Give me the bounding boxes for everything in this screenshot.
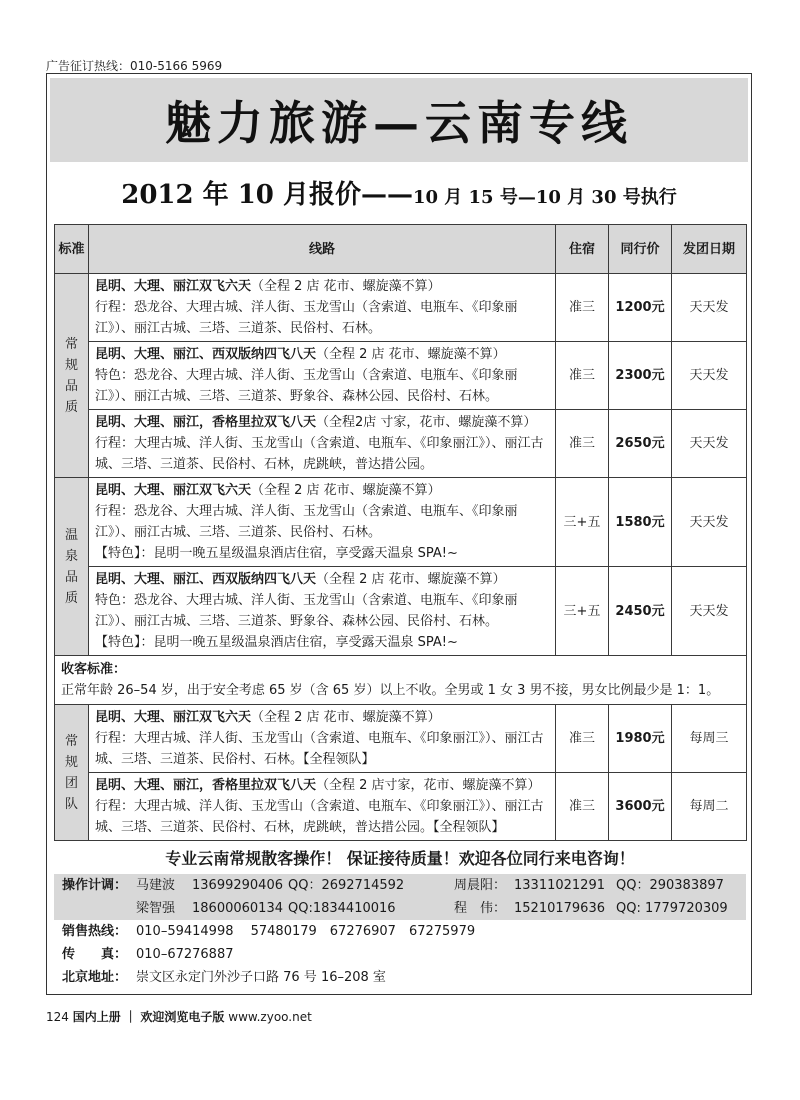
operator-label: 操作计调：	[62, 878, 128, 893]
price-cell: 2450元	[609, 567, 672, 656]
ad-hotline: 广告征订热线：010-5166 5969	[46, 59, 223, 73]
route-cell	[89, 342, 556, 410]
route-feature: 【特色】：昆明一晚五星级温泉酒店住宿，享受露天温泉 SPA!~	[95, 635, 458, 650]
price-period-subtitle	[50, 174, 748, 211]
hotel-cell: 准三	[556, 705, 609, 773]
schedule-cell: 天天发	[672, 342, 747, 410]
route-detail: 特色：恐龙谷、大理古城、洋人街、玉龙雪山（含索道、电瓶车、《印象丽江》）、丽江古城、三塔、三道茶、野象谷、森林公园、民俗村、石林。	[95, 368, 518, 404]
acceptance-standard-cell	[55, 656, 747, 705]
operator-phone: 18600060134	[192, 901, 283, 916]
operator-phone: 15210179636	[514, 901, 605, 916]
route-row	[55, 773, 747, 841]
price-cell: 1580元	[609, 478, 672, 567]
operator-qq: QQ: 1779720309	[616, 901, 728, 916]
route-note: （全程 2 店 花市、螺旋藻不算）	[316, 572, 506, 587]
header-schedule: 发团日期	[672, 225, 747, 274]
operator-name: 梁智强	[136, 901, 176, 916]
category-char: 质	[64, 399, 78, 415]
contact-row	[54, 874, 746, 897]
price-cell: 1980元	[609, 705, 672, 773]
header-standard: 标准	[55, 225, 89, 274]
route-name: 昆明、大理、丽江双飞六天	[95, 483, 252, 498]
route-detail: 特色：恐龙谷、大理古城、洋人街、玉龙雪山（含索道、电瓶车、《印象丽江》）、丽江古城、三塔、三道茶、野象谷、森林公园、民俗村、石林。	[95, 593, 518, 629]
footer-divider: ｜	[124, 1010, 137, 1024]
route-row	[55, 478, 747, 567]
footer-website-link[interactable]: www.zyoo.net	[228, 1010, 312, 1024]
price-cell: 2300元	[609, 342, 672, 410]
contact-row	[54, 897, 746, 920]
route-cell	[89, 410, 556, 478]
schedule-cell: 天天发	[672, 478, 747, 567]
operator-name: 马建波	[136, 878, 176, 893]
route-cell	[89, 773, 556, 841]
schedule-cell: 每周二	[672, 773, 747, 841]
route-note: （全程 2 店 花市、螺旋藻不算）	[251, 279, 441, 294]
price-cell: 3600元	[609, 773, 672, 841]
hotel-cell: 准三	[556, 773, 609, 841]
contact-block	[54, 874, 746, 989]
route-name: 昆明、大理、丽江双飞六天	[95, 710, 252, 725]
route-row	[55, 342, 747, 410]
category-char: 常	[64, 733, 78, 749]
price-cell: 1200元	[609, 274, 672, 342]
route-title	[95, 707, 549, 728]
acceptance-standard-text: 正常年龄 26–54 岁，出于安全考虑 65 岁（含 65 岁）以上不收。全男或 1 女 3 男不接，男女比例最少是 1：1。	[61, 683, 720, 698]
schedule-cell: 天天发	[672, 567, 747, 656]
price-cell: 2650元	[609, 410, 672, 478]
fax-row	[54, 943, 746, 966]
category-char: 常	[64, 336, 78, 352]
category-char: 品	[64, 569, 78, 585]
category-char: 质	[64, 590, 78, 606]
hotel-cell: 准三	[556, 274, 609, 342]
route-detail: 行程：恐龙谷、大理古城、洋人街、玉龙雪山（含索道、电瓶车、《印象丽江》）、丽江古城、三塔、三道茶、民俗村、石林。	[95, 504, 518, 540]
route-note: （全程 2 店 花市、螺旋藻不算）	[251, 483, 441, 498]
route-title	[95, 569, 549, 590]
header-hotel: 住宿	[556, 225, 609, 274]
route-note: （全程 2 店 花市、螺旋藻不算）	[316, 347, 506, 362]
category-char: 队	[64, 796, 78, 812]
category-cell	[55, 478, 89, 656]
section-name: 国内上册	[72, 1010, 121, 1024]
hotel-cell: 准三	[556, 342, 609, 410]
route-detail: 行程：大理古城、洋人街、玉龙雪山（含索道、电瓶车、《印象丽江》）、丽江古城、三塔、三道茶、民俗村、石林，虎跳峡，普达措公园。【全程领队】	[95, 799, 544, 835]
operator-qq: QQ:1834410016	[288, 901, 396, 916]
route-title	[95, 775, 549, 796]
route-row	[55, 274, 747, 342]
route-cell	[89, 567, 556, 656]
route-name: 昆明、大理、丽江，香格里拉双飞八天	[95, 778, 317, 793]
page-title: 魅力旅游—云南专线	[50, 78, 748, 162]
subtitle-tail: 10 月 15 号—10 月 30 号执行	[412, 187, 677, 208]
route-name: 昆明、大理、丽江、西双版纳四飞八天	[95, 347, 317, 362]
category-char: 温	[64, 527, 78, 543]
category-char: 规	[64, 357, 78, 373]
operator-phone: 13699290406	[192, 878, 283, 893]
sales-hotline-row	[54, 920, 746, 943]
category-char: 团	[64, 775, 78, 791]
route-detail: 行程：恐龙谷、大理古城、洋人街、玉龙雪山（含索道、电瓶车、《印象丽江》）、丽江古城、三塔、三道茶、民俗村、石林。	[95, 300, 518, 336]
category-cell	[55, 274, 89, 478]
route-feature: 【特色】：昆明一晚五星级温泉酒店住宿，享受露天温泉 SPA!~	[95, 546, 458, 561]
address-label: 北京地址：	[62, 970, 128, 985]
operator-name: 周晨阳：	[454, 878, 507, 893]
page-footer	[46, 1008, 312, 1025]
footer-slogan: 欢迎浏览电子版	[140, 1010, 225, 1024]
route-title	[95, 344, 549, 365]
route-note: （全程 2 店寸家，花市、螺旋藻不算）	[316, 778, 541, 793]
schedule-cell: 每周三	[672, 705, 747, 773]
route-row	[55, 410, 747, 478]
route-title	[95, 480, 549, 501]
acceptance-standard-title: 收客标准：	[61, 662, 127, 677]
route-cell	[89, 274, 556, 342]
route-name: 昆明、大理、丽江，香格里拉双飞八天	[95, 415, 317, 430]
fax-number: 010–67276887	[136, 947, 234, 962]
route-cell	[89, 705, 556, 773]
subtitle-main: 2012 年 10 月报价——	[121, 180, 413, 210]
schedule-cell: 天天发	[672, 274, 747, 342]
route-name: 昆明、大理、丽江双飞六天	[95, 279, 252, 294]
route-title	[95, 276, 549, 297]
category-char: 泉	[64, 548, 78, 564]
hotel-cell: 准三	[556, 410, 609, 478]
table-header-row	[55, 225, 747, 274]
footer-headline: 专业云南常规散客操作！ 保证接待质量！欢迎各位同行来电咨询！	[165, 849, 635, 868]
address-value: 崇文区永定门外沙子口路 76 号 16–208 室	[136, 970, 386, 985]
operator-qq: QQ：2692714592	[288, 878, 405, 893]
hotel-cell: 三+五	[556, 567, 609, 656]
route-detail: 行程：大理古城、洋人街、玉龙雪山（含索道、电瓶车、《印象丽江》）、丽江古城、三塔、三道茶、民俗村、石林。【全程领队】	[95, 731, 544, 767]
route-title	[95, 412, 549, 433]
route-note: （全程 2 店 花市、螺旋藻不算）	[251, 710, 441, 725]
schedule-cell: 天天发	[672, 410, 747, 478]
header-price: 同行价	[609, 225, 672, 274]
price-table	[54, 224, 747, 841]
fax-label: 传 真：	[62, 947, 128, 962]
route-detail: 行程：大理古城、洋人街、玉龙雪山（含索道、电瓶车、《印象丽江》）、丽江古城、三塔、三道茶、民俗村、石林，虎跳峡，普达措公园。	[95, 436, 544, 472]
sales-numbers: 010–59414998 57480179 67276907 67275979	[136, 924, 476, 939]
sales-label: 销售热线：	[62, 924, 128, 939]
operator-name: 程 伟：	[454, 901, 507, 916]
route-row	[55, 567, 747, 656]
route-name: 昆明、大理、丽江、西双版纳四飞八天	[95, 572, 317, 587]
route-cell	[89, 478, 556, 567]
operator-qq: QQ：290383897	[616, 878, 724, 893]
page-number: 124	[46, 1010, 69, 1024]
category-cell	[55, 705, 89, 841]
operator-phone: 13311021291	[514, 878, 605, 893]
acceptance-standard-row	[55, 656, 747, 705]
address-row	[54, 966, 746, 989]
hotel-cell: 三+五	[556, 478, 609, 567]
header-route: 线路	[89, 225, 556, 274]
route-row	[55, 705, 747, 773]
category-char: 品	[64, 378, 78, 394]
route-note: （全程2店 寸家，花市、螺旋藻不算）	[316, 415, 537, 430]
category-char: 规	[64, 754, 78, 770]
